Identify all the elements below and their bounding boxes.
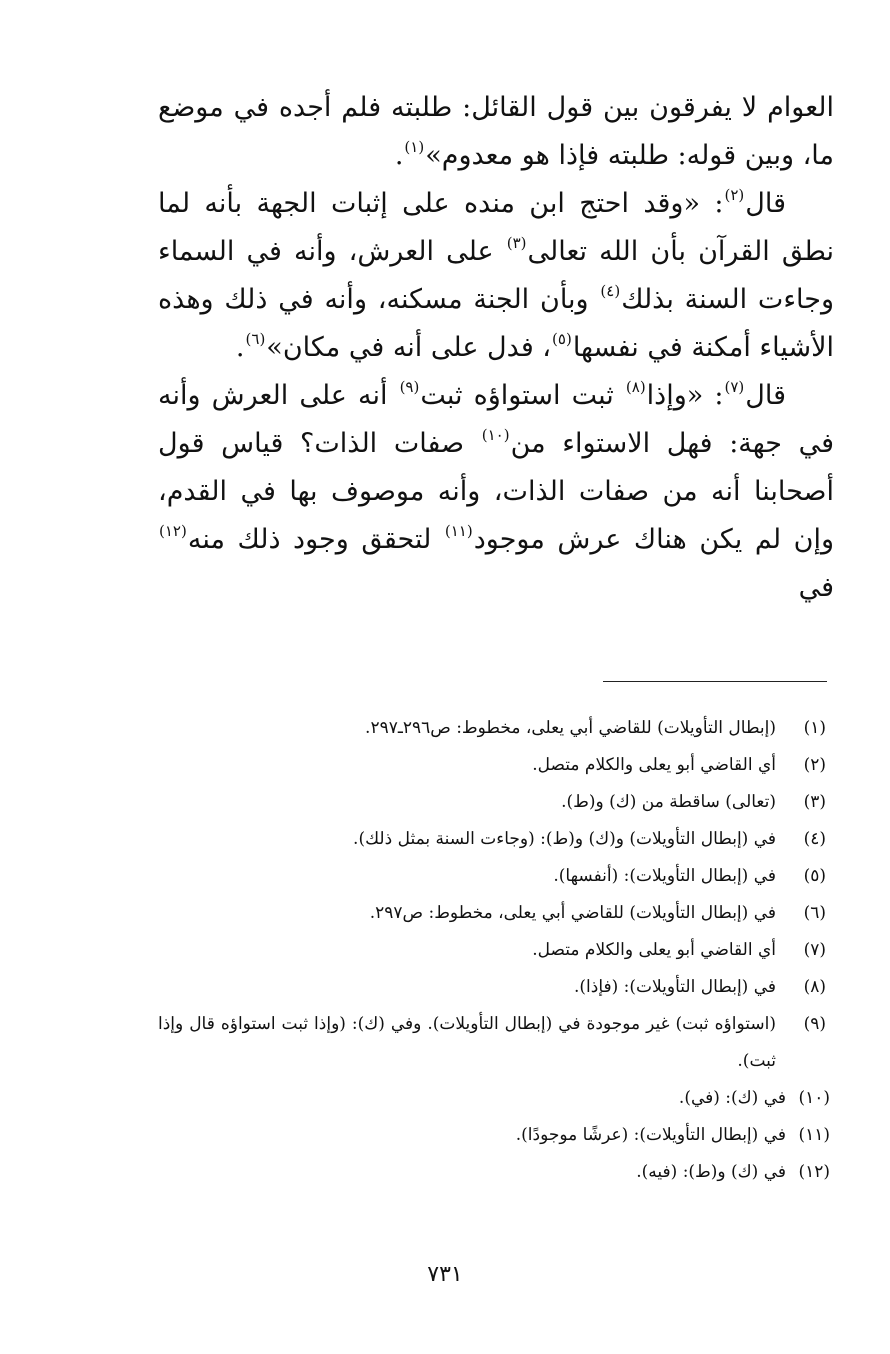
footnote-item bbox=[158, 969, 834, 1006]
footnote-number: (١) bbox=[803, 718, 826, 738]
main-text-body bbox=[158, 84, 834, 612]
footnote-item bbox=[158, 821, 834, 858]
paragraph-3-part-c: ثبت استواؤه ثبت bbox=[420, 380, 625, 411]
paragraph-3-part-e: صفات الذات؟ قياس قول أصحابنا أنه من صفات الذات، وأنه موصوف بها في القدم، وإن لم يكن هناك عرش موجود bbox=[158, 428, 834, 555]
footnote-ref-8: (٨) bbox=[625, 378, 646, 396]
footnote-ref-9: (٩) bbox=[399, 378, 420, 396]
paragraph-2-part-a: قال bbox=[745, 188, 786, 219]
footnote-number: (٥) bbox=[803, 866, 826, 886]
paragraph-1-text: العوام لا يفرقون بين قول القائل: طلبته فلم أجده في موضع ما، وبين قوله: طلبته فإذا هو معدوم» bbox=[158, 92, 834, 171]
footnote-number: (٢) bbox=[803, 755, 826, 775]
footnote-ref-5: (٥) bbox=[552, 330, 572, 348]
footnote-item bbox=[158, 858, 834, 895]
footnote-number: (٨) bbox=[803, 977, 826, 997]
footnote-number: (٩) bbox=[803, 1014, 826, 1034]
footnote-text: أي القاضي أبو يعلى والكلام متصل. bbox=[532, 940, 776, 960]
footnote-text: في (إبطال التأويلات) للقاضي أبي يعلى، مخطوط: ص٢٩٧. bbox=[369, 903, 776, 923]
footnote-item bbox=[158, 1154, 834, 1191]
footnote-ref-4: (٤) bbox=[600, 282, 621, 300]
paragraph-3-part-b: : «وإذا bbox=[646, 380, 724, 411]
footnote-number: (٧) bbox=[803, 940, 826, 960]
footnote-text: في (ك) و(ط): (فيه). bbox=[636, 1162, 786, 1182]
footnote-ref-3: (٣) bbox=[506, 234, 527, 252]
paragraph-3 bbox=[158, 372, 834, 612]
paragraph-1-end: . bbox=[394, 140, 404, 171]
footnote-item bbox=[158, 932, 834, 969]
footnote-ref-12: (١٢) bbox=[159, 522, 187, 540]
footnote-separator bbox=[603, 681, 827, 682]
footnote-text: أي القاضي أبو يعلى والكلام متصل. bbox=[532, 755, 776, 775]
footnotes-list bbox=[158, 710, 834, 1191]
footnote-text: في (إبطال التأويلات): (أنفسها). bbox=[553, 866, 776, 886]
paragraph-2-part-e: ، فدل على أنه في مكان» bbox=[266, 332, 552, 363]
paragraph-2-part-f: . bbox=[235, 332, 245, 363]
footnote-item bbox=[158, 1006, 834, 1080]
paragraph-2-part-d: وبأن الجنة مسكنه، وأنه في ذلك وهذه الأشياء أمكنة في نفسها bbox=[158, 284, 834, 363]
footnote-item bbox=[158, 1080, 834, 1117]
footnote-item bbox=[158, 784, 834, 821]
footnote-item bbox=[158, 1117, 834, 1154]
footnote-text: (تعالى) ساقطة من (ك) و(ط). bbox=[561, 792, 776, 812]
paragraph-3-part-a: قال bbox=[745, 380, 786, 411]
footnote-number: (١١) bbox=[798, 1125, 830, 1145]
footnote-text: (استواؤه ثبت) غير موجودة في (إبطال التأويلات). وفي (ك): (وإذا ثبت استواؤه قال وإذا ثبت). bbox=[158, 1014, 776, 1071]
footnote-number: (٤) bbox=[803, 829, 826, 849]
footnote-ref-1: (١) bbox=[404, 138, 425, 156]
footnote-text: في (إبطال التأويلات) و(ك) و(ط): (وجاءت السنة بمثل ذلك). bbox=[353, 829, 776, 849]
footnote-text: في (إبطال التأويلات): (فإذا). bbox=[574, 977, 776, 997]
paragraph-3-part-f: لتحقق وجود ذلك منه bbox=[187, 524, 444, 555]
footnote-ref-6: (٦) bbox=[245, 330, 266, 348]
footnote-number: (٦) bbox=[803, 903, 826, 923]
footnote-ref-11: (١١) bbox=[444, 522, 473, 540]
footnote-ref-2: (٢) bbox=[724, 186, 745, 204]
paragraph-1 bbox=[158, 84, 834, 180]
paragraph-3-part-d: أنه على العرش وأنه في جهة: فهل الاستواء من bbox=[158, 380, 834, 459]
page-number: ٧٣١ bbox=[427, 1262, 463, 1287]
footnote-item bbox=[158, 747, 834, 784]
footnote-text: في (ك): (في). bbox=[678, 1088, 786, 1108]
footnote-item bbox=[158, 710, 834, 747]
footnote-number: (١٢) bbox=[798, 1162, 830, 1182]
footnote-number: (٣) bbox=[803, 792, 826, 812]
footnote-text: في (إبطال التأويلات): (عرشًا موجودًا). bbox=[515, 1125, 786, 1145]
paragraph-2 bbox=[158, 180, 834, 372]
footnote-number: (١٠) bbox=[798, 1088, 830, 1108]
footnote-text: (إبطال التأويلات) للقاضي أبي يعلى، مخطوط: ص٢٩٦ـ٢٩٧. bbox=[365, 718, 776, 738]
footnote-item bbox=[158, 895, 834, 932]
footnote-ref-10: (١٠) bbox=[481, 426, 510, 444]
paragraph-2-part-b: : «وقد احتج ابن منده على إثبات الجهة بأنه لما نطق القرآن بأن الله تعالى bbox=[158, 188, 834, 267]
paragraph-2-part-c: على العرش، وأنه في السماء وجاءت السنة بذلك bbox=[158, 236, 835, 315]
paragraph-3-part-g: في bbox=[798, 572, 834, 603]
footnote-ref-7: (٧) bbox=[724, 378, 745, 396]
